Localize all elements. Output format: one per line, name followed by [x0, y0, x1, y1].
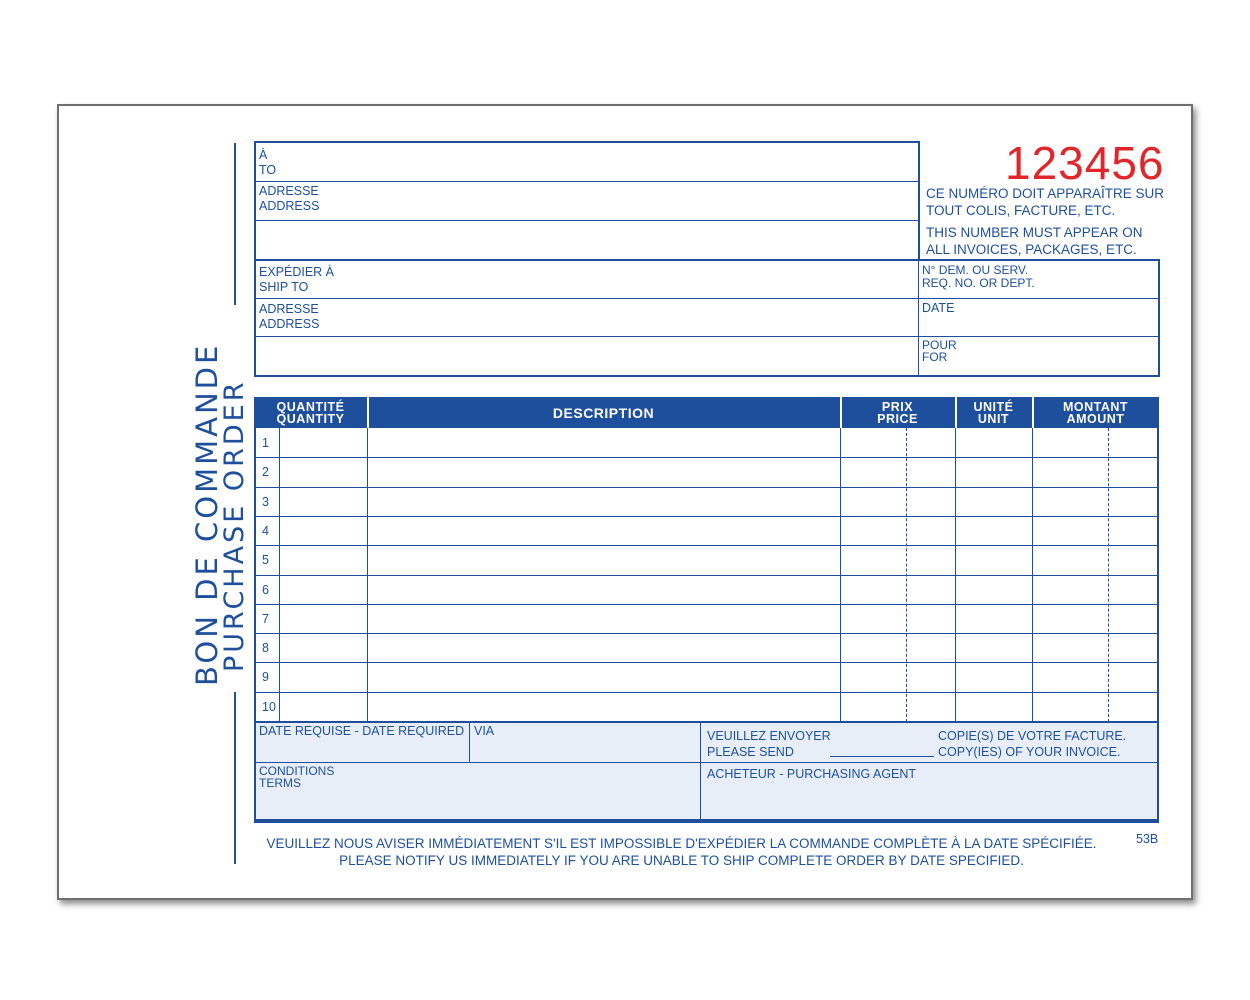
- req-no-label-fr: N° DEM. OU SERV.: [922, 263, 1029, 277]
- address2-label-fr: ADRESSE: [259, 302, 319, 316]
- ship-to-label-fr: EXPÉDIER À: [259, 265, 335, 279]
- row-number: 7: [262, 611, 269, 626]
- for-label-en: FOR: [922, 350, 948, 364]
- sidebar-rule-bottom: [234, 692, 236, 864]
- ship-to-label-en: SHIP TO: [259, 280, 309, 294]
- date-label: DATE: [922, 301, 955, 315]
- table-row[interactable]: [256, 516, 1157, 545]
- to-label-fr: À: [259, 148, 268, 162]
- footer-english: PLEASE NOTIFY US IMMEDIATELY IF YOU ARE UNABLE TO SHIP COMPLETE ORDER BY DATE SPECIFIED.: [339, 853, 1024, 868]
- via-field[interactable]: [474, 740, 696, 760]
- notice-fr-1: CE NUMÉRO DOIT APPARAÎTRE SUR: [926, 186, 1165, 201]
- footer-french: VEUILLEZ NOUS AVISER IMMÉDIATEMENT S'IL EST IMPOSSIBLE D'EXPÉDIER LA COMMANDE COMPLÈTE À LA DATE SPÉCIFIÉE.: [266, 836, 1097, 851]
- to-field[interactable]: [300, 145, 910, 179]
- col-price: PRIX PRICE: [877, 399, 918, 426]
- for-field[interactable]: [962, 339, 1154, 373]
- notice-fr-2: TOUT COLIS, FACTURE, ETC.: [926, 203, 1116, 218]
- ship-address-field[interactable]: [330, 301, 910, 373]
- table-row[interactable]: [256, 428, 1157, 457]
- row-number: 8: [262, 641, 269, 656]
- table-row[interactable]: [256, 575, 1157, 604]
- sidebar-rule-top: [234, 143, 236, 305]
- address2-label-en: ADDRESS: [259, 317, 320, 331]
- address-label-fr: ADRESSE: [259, 184, 319, 198]
- row-number: 10: [262, 699, 276, 714]
- notice-en-2: ALL INVOICES, PACKAGES, ETC.: [926, 242, 1137, 257]
- col-amount: MONTANT AMOUNT: [1062, 399, 1129, 426]
- purchasing-agent-label: ACHETEUR - PURCHASING AGENT: [707, 767, 917, 781]
- row-number: 9: [262, 670, 269, 685]
- ship-to-field[interactable]: [340, 262, 910, 296]
- req-no-field[interactable]: [1045, 262, 1155, 296]
- row-number: 2: [262, 465, 269, 480]
- for-label-fr: POUR: [922, 338, 957, 352]
- date-field[interactable]: [962, 301, 1154, 334]
- please-send-en: PLEASE SEND: [707, 745, 794, 759]
- col-description: DESCRIPTION: [552, 404, 655, 421]
- via-label: VIA: [474, 724, 495, 738]
- please-send-fr: VEUILLEZ ENVOYER: [707, 729, 831, 743]
- address-label-en: ADDRESS: [259, 199, 320, 213]
- col-quantity: QUANTITÉ QUANTITY: [276, 399, 345, 426]
- table-row[interactable]: [256, 633, 1157, 662]
- table-row[interactable]: [256, 662, 1157, 691]
- table-row[interactable]: [256, 487, 1157, 516]
- title-french: BON DE COMMANDE: [190, 342, 224, 686]
- table-row[interactable]: [256, 457, 1157, 486]
- table-row[interactable]: [256, 545, 1157, 574]
- row-number: 4: [262, 523, 269, 538]
- terms-label-fr: CONDITIONS: [259, 764, 335, 778]
- row-number: 3: [262, 494, 269, 509]
- copies-en: COPY(IES) OF YOUR INVOICE.: [938, 745, 1121, 759]
- table-row[interactable]: [256, 692, 1157, 721]
- notice-en-1: THIS NUMBER MUST APPEAR ON: [926, 225, 1143, 240]
- copies-count-field[interactable]: [830, 756, 934, 757]
- terms-label-en: TERMS: [259, 776, 301, 790]
- address-field[interactable]: [330, 184, 910, 256]
- col-unit: UNITÉ UNIT: [973, 399, 1014, 426]
- form-code: 53B: [1136, 832, 1159, 846]
- date-required-label: DATE REQUISE - DATE REQUIRED: [259, 724, 465, 738]
- terms-field[interactable]: [258, 792, 696, 817]
- po-number: 123456: [1005, 137, 1165, 189]
- to-label-en: TO: [259, 163, 277, 177]
- row-number: 5: [262, 553, 269, 568]
- copies-fr: COPIE(S) DE VOTRE FACTURE.: [938, 729, 1127, 743]
- req-no-label-en: REQ. NO. OR DEPT.: [922, 276, 1035, 290]
- title-english: PURCHASE ORDER: [219, 379, 250, 672]
- table-row[interactable]: [256, 604, 1157, 633]
- row-number: 6: [262, 582, 269, 597]
- table-header: [254, 397, 1159, 428]
- date-required-field[interactable]: [258, 740, 466, 760]
- row-number: 1: [262, 436, 269, 450]
- purchasing-agent-field[interactable]: [706, 786, 1154, 817]
